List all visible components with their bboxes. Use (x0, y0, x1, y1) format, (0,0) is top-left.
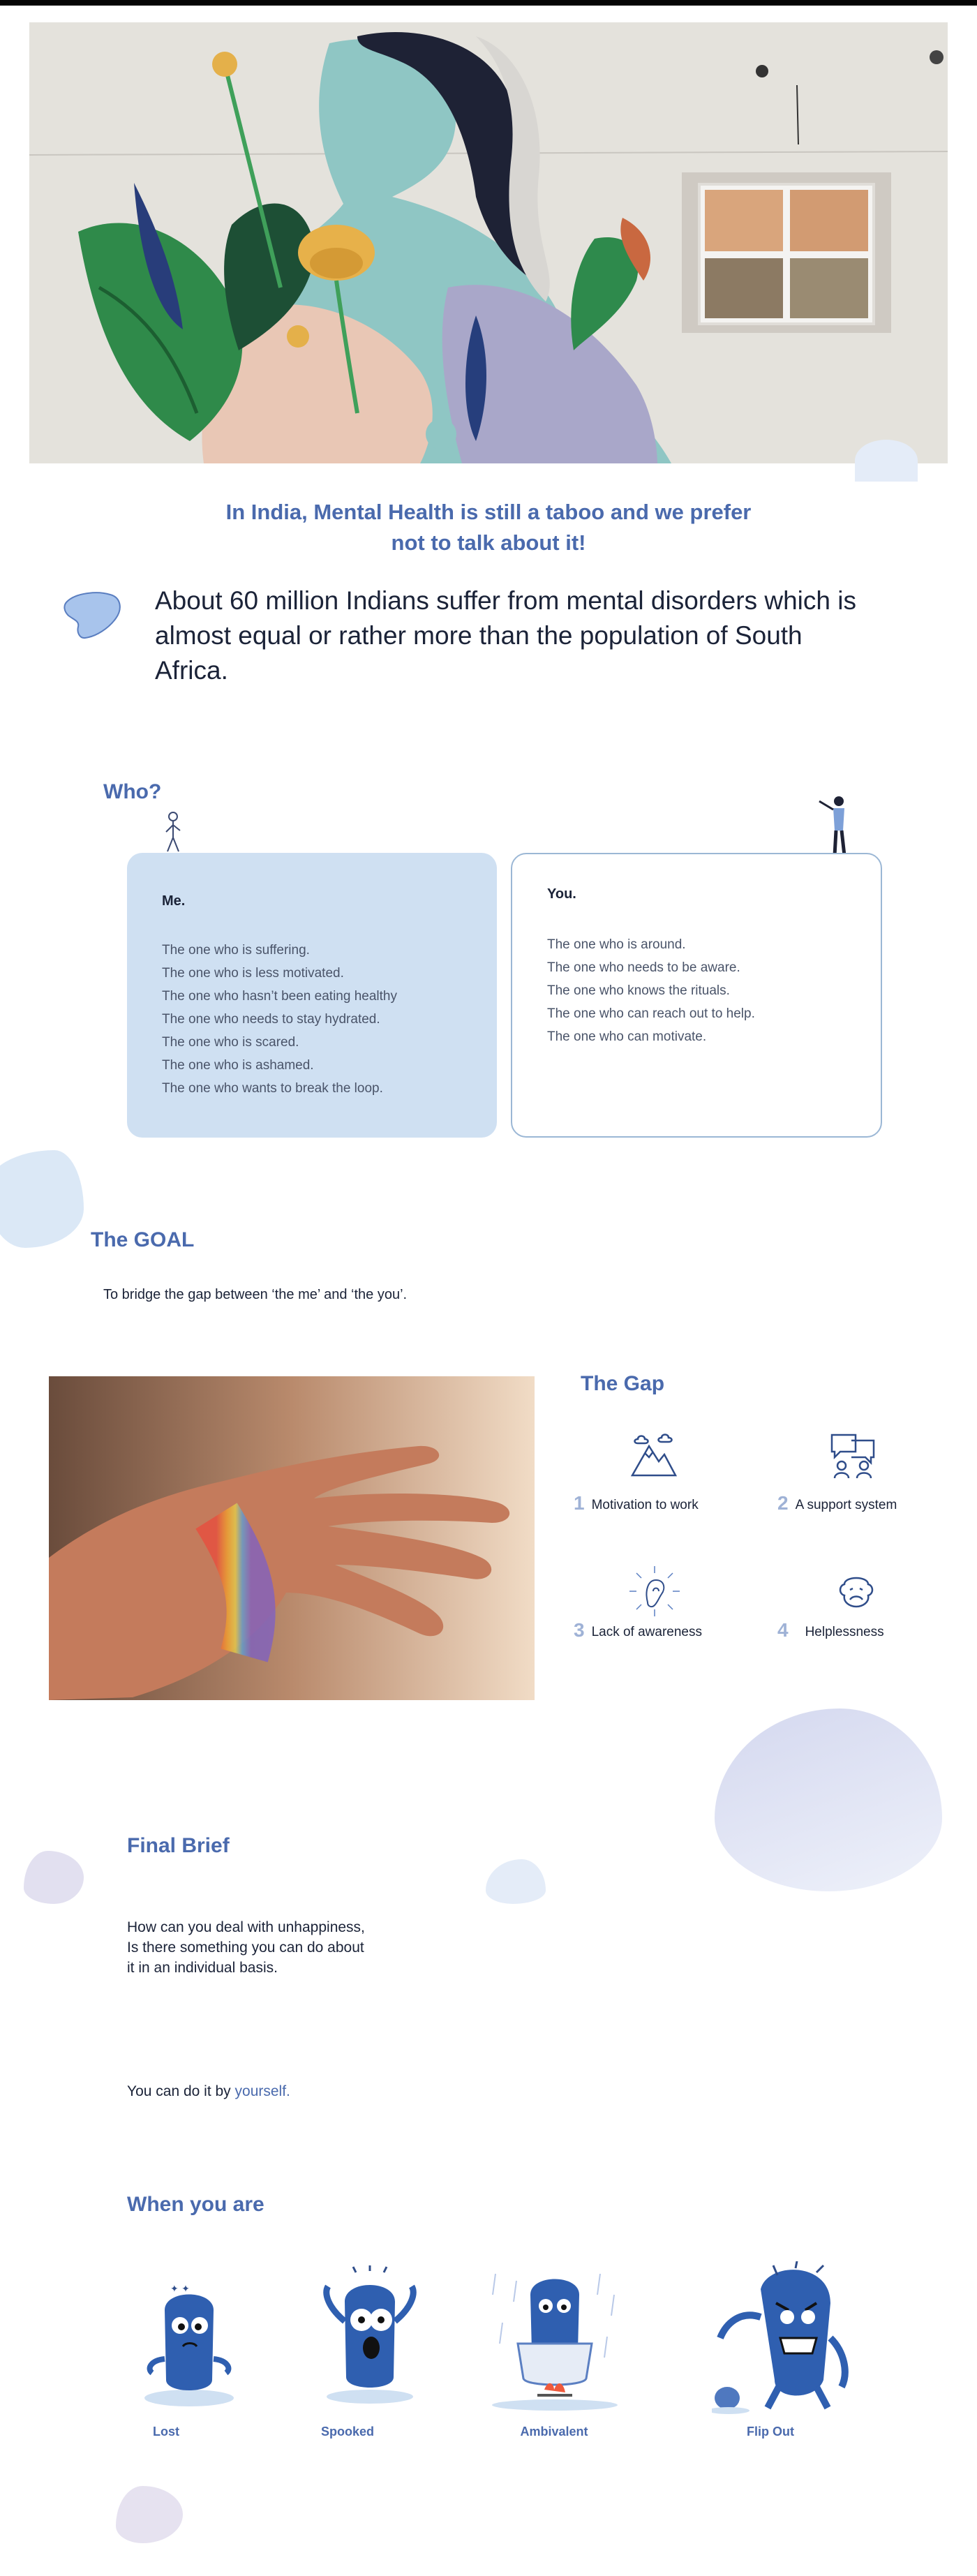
final-brief-text (127, 1917, 365, 1978)
gap-label: A support system (795, 1498, 897, 1512)
card-me-line: The one who needs to stay hydrated. (162, 1012, 380, 1027)
person-pointing-icon (815, 794, 857, 857)
intro-headline-line-1: In India, Mental Health is still a taboo and we prefer (225, 500, 752, 524)
card-you-line: The one who needs to be aware. (547, 960, 740, 975)
gap-item-2 (777, 1494, 897, 1513)
card-you-line: The one who knows the rituals. (547, 983, 730, 998)
card-you-line: The one who can reach out to help. (547, 1006, 755, 1021)
card-me-line: The one who is scared. (162, 1035, 299, 1050)
yourself-highlight: yourself. (234, 2083, 290, 2099)
intro-headline-line-2: not to talk about it! (391, 530, 586, 555)
chat-people-icon (828, 1431, 878, 1481)
when-you-are-title: When you are (127, 2193, 264, 2216)
yourself-statement (127, 2083, 290, 2100)
final-brief-line: Is there something you can do about (127, 1940, 364, 1956)
goal-title: The GOAL (91, 1228, 195, 1251)
top-bar (0, 0, 977, 6)
intro-headline (167, 497, 810, 558)
sad-face-icon (835, 1570, 878, 1614)
mountain-icon (628, 1431, 678, 1481)
who-title: Who? (103, 780, 162, 803)
africa-map-icon (61, 588, 124, 643)
card-me-line: The one who is ashamed. (162, 1058, 314, 1073)
card-you-line: The one who can motivate. (547, 1029, 707, 1044)
ambivalent-character-illustration (482, 2267, 628, 2413)
svg-text:✦ ✦: ✦ ✦ (170, 2284, 190, 2295)
spooked-character-illustration (314, 2265, 426, 2405)
gap-label: Motivation to work (591, 1498, 699, 1512)
mood-label-flip-out: Flip Out (747, 2425, 794, 2439)
card-me-line: The one who hasn’t been eating healthy (162, 989, 397, 1004)
decorative-blob (715, 1708, 942, 1891)
gap-item-4 (777, 1621, 884, 1640)
hand-rainbow-photo (49, 1376, 535, 1700)
ear-burst-icon (627, 1563, 683, 1619)
card-me (127, 853, 497, 1138)
decorative-blob (0, 1150, 84, 1248)
gap-title: The Gap (581, 1372, 665, 1395)
decorative-blob (116, 2486, 183, 2543)
hero-mural-image (29, 22, 948, 463)
gap-label: Helplessness (805, 1625, 884, 1639)
gap-item-3 (574, 1621, 702, 1640)
mood-label-ambivalent: Ambivalent (520, 2425, 588, 2439)
final-brief-line: it in an individual basis. (127, 1960, 278, 1976)
final-brief-line: How can you deal with unhappiness, (127, 1919, 365, 1935)
card-you (511, 853, 882, 1138)
lost-character-illustration (137, 2282, 241, 2408)
card-me-title: Me. (162, 893, 186, 909)
card-you-line: The one who is around. (547, 937, 686, 952)
gap-number: 2 (777, 1492, 789, 1514)
final-brief-title: Final Brief (127, 1834, 230, 1857)
south-africa-statistic: About 60 million Indians suffer from mental disorders which is almost equal or rather more than the population of South Africa. (155, 586, 856, 685)
flip-out-character-illustration (712, 2261, 851, 2415)
decorative-blob (486, 1859, 546, 1904)
gap-number: 3 (574, 1619, 585, 1641)
decorative-blob (24, 1851, 84, 1904)
gap-item-1 (574, 1494, 699, 1513)
card-me-line: The one who is suffering. (162, 943, 310, 958)
decorative-blob (855, 440, 918, 482)
person-small-icon (159, 811, 187, 854)
card-me-line: The one who is less motivated. (162, 966, 344, 981)
goal-text: To bridge the gap between ‘the me’ and ‘the you’. (103, 1287, 408, 1302)
card-me-line: The one who wants to break the loop. (162, 1081, 383, 1096)
card-you-title: You. (547, 886, 576, 902)
gap-label: Lack of awareness (591, 1625, 702, 1639)
mood-label-spooked: Spooked (320, 2425, 374, 2439)
mood-label-lost: Lost (153, 2425, 179, 2439)
gap-number: 1 (574, 1492, 585, 1514)
gap-number: 4 (777, 1619, 789, 1641)
yourself-prefix: You can do it by (127, 2083, 235, 2099)
